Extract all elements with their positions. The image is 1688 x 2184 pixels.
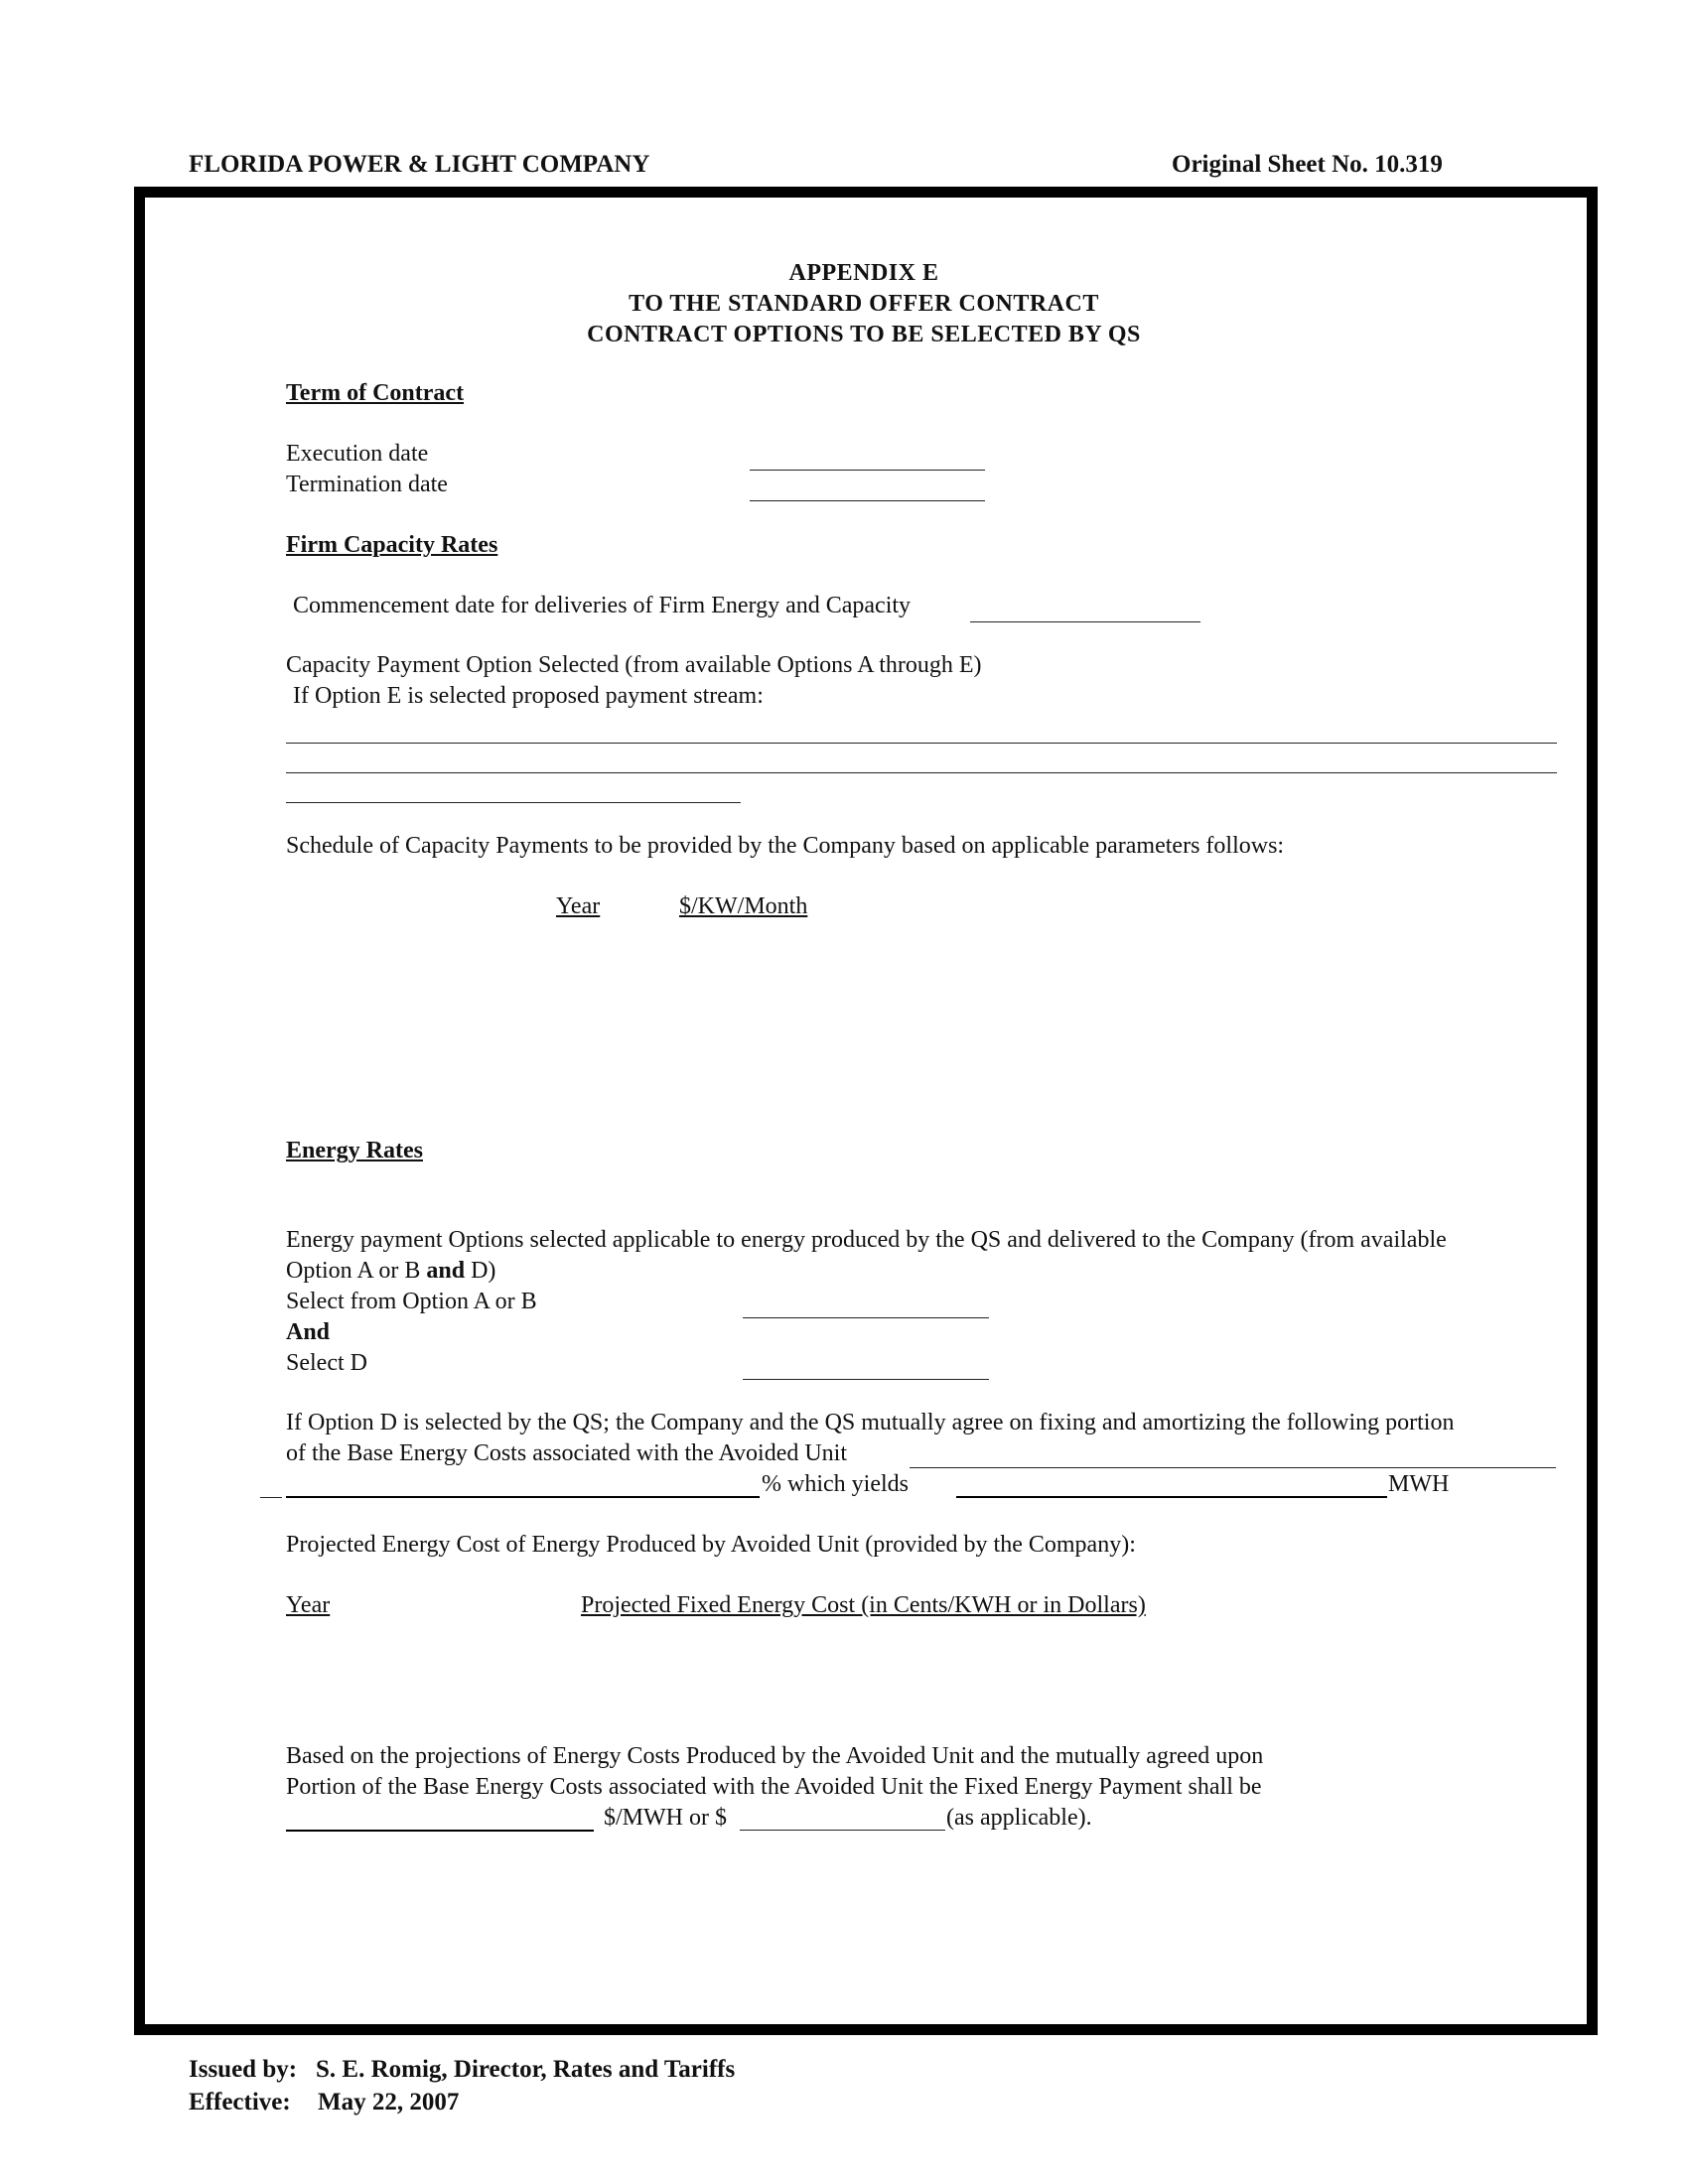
term-heading: Term of Contract (286, 380, 465, 406)
effective-value: May 22, 2007 (318, 2089, 460, 2116)
based-on-line-1: Based on the projections of Energy Costs Produced by the Avoided Unit and the mutually agreed upon (286, 1743, 1264, 1769)
effective-label: Effective: (189, 2089, 291, 2116)
issued-by-label: Issued by: (189, 2056, 298, 2083)
issued-by-value: S. E. Romig, Director, Rates and Tariffs (316, 2056, 736, 2083)
termination-date-label: Termination date (286, 472, 448, 497)
percent-field-lead (260, 1497, 282, 1498)
execution-date-field[interactable] (750, 470, 985, 471)
title-line-1: APPENDIX E (788, 260, 939, 286)
payment-stream-line-2[interactable] (286, 772, 1557, 773)
commencement-label: Commencement date for deliveries of Firm Energy and Capacity (293, 593, 912, 618)
and-label: And (286, 1319, 331, 1345)
option-e-text: If Option E is selected proposed payment stream: (293, 683, 764, 709)
commencement-date-field[interactable] (970, 621, 1200, 622)
energy-options-pre: Option A or B (286, 1258, 427, 1284)
based-on-line-2: Portion of the Base Energy Costs associated with the Avoided Unit the Fixed Energy Payment shall be (286, 1774, 1262, 1800)
payment-stream-line-3[interactable] (286, 802, 741, 803)
energy-options-line-2 (286, 1258, 495, 1285)
energy-col-year: Year (286, 1592, 331, 1618)
title-line-3: CONTRACT OPTIONS TO BE SELECTED BY QS (587, 322, 1141, 347)
percent-field[interactable] (286, 1496, 760, 1498)
fixed-payment-dollar-field[interactable] (740, 1830, 945, 1831)
mwh-text: MWH (1388, 1471, 1450, 1497)
select-d-field[interactable] (743, 1379, 989, 1380)
payment-stream-line-1[interactable] (286, 743, 1557, 744)
select-ab-label: Select from Option A or B (286, 1289, 537, 1314)
yields-mwh-field[interactable] (956, 1496, 1387, 1498)
execution-date-label: Execution date (286, 441, 429, 467)
percent-yields-text: % which yields (762, 1471, 909, 1497)
energy-col-cost: Projected Fixed Energy Cost (in Cents/KWH or in Dollars) (581, 1592, 1146, 1618)
capacity-option-text: Capacity Payment Option Selected (from available Options A through E) (286, 652, 982, 678)
energy-options-post: D) (465, 1258, 496, 1284)
select-d-label: Select D (286, 1350, 367, 1376)
company-name: FLORIDA POWER & LIGHT COMPANY (189, 151, 650, 178)
sheet-number: Original Sheet No. 10.319 (1172, 151, 1443, 178)
termination-date-field[interactable] (750, 500, 985, 501)
projected-cost-label: Projected Energy Cost of Energy Produced by Avoided Unit (provided by the Company): (286, 1532, 1136, 1558)
avoided-unit-field[interactable] (910, 1467, 1556, 1468)
capacity-col-rate: $/KW/Month (679, 893, 808, 919)
mwh-or-dollar-text: $/MWH or $ (604, 1805, 727, 1831)
select-ab-field[interactable] (743, 1317, 989, 1318)
fixed-payment-mwh-field[interactable] (286, 1830, 594, 1832)
energy-options-line-1: Energy payment Options selected applicable to energy produced by the QS and delivered to the Company (from available (286, 1227, 1447, 1253)
title-line-2: TO THE STANDARD OFFER CONTRACT (629, 291, 1099, 317)
firm-capacity-heading: Firm Capacity Rates (286, 532, 498, 558)
energy-rates-heading: Energy Rates (286, 1138, 423, 1163)
capacity-col-year: Year (556, 893, 601, 919)
as-applicable-text: (as applicable). (946, 1805, 1092, 1831)
schedule-text: Schedule of Capacity Payments to be provided by the Company based on applicable parameters follows: (286, 833, 1285, 859)
option-d-line-1: If Option D is selected by the QS; the Company and the QS mutually agree on fixing and amortizing the following portion (286, 1410, 1455, 1435)
energy-options-and: and (426, 1258, 466, 1284)
option-d-line-2: of the Base Energy Costs associated with the Avoided Unit (286, 1440, 848, 1466)
